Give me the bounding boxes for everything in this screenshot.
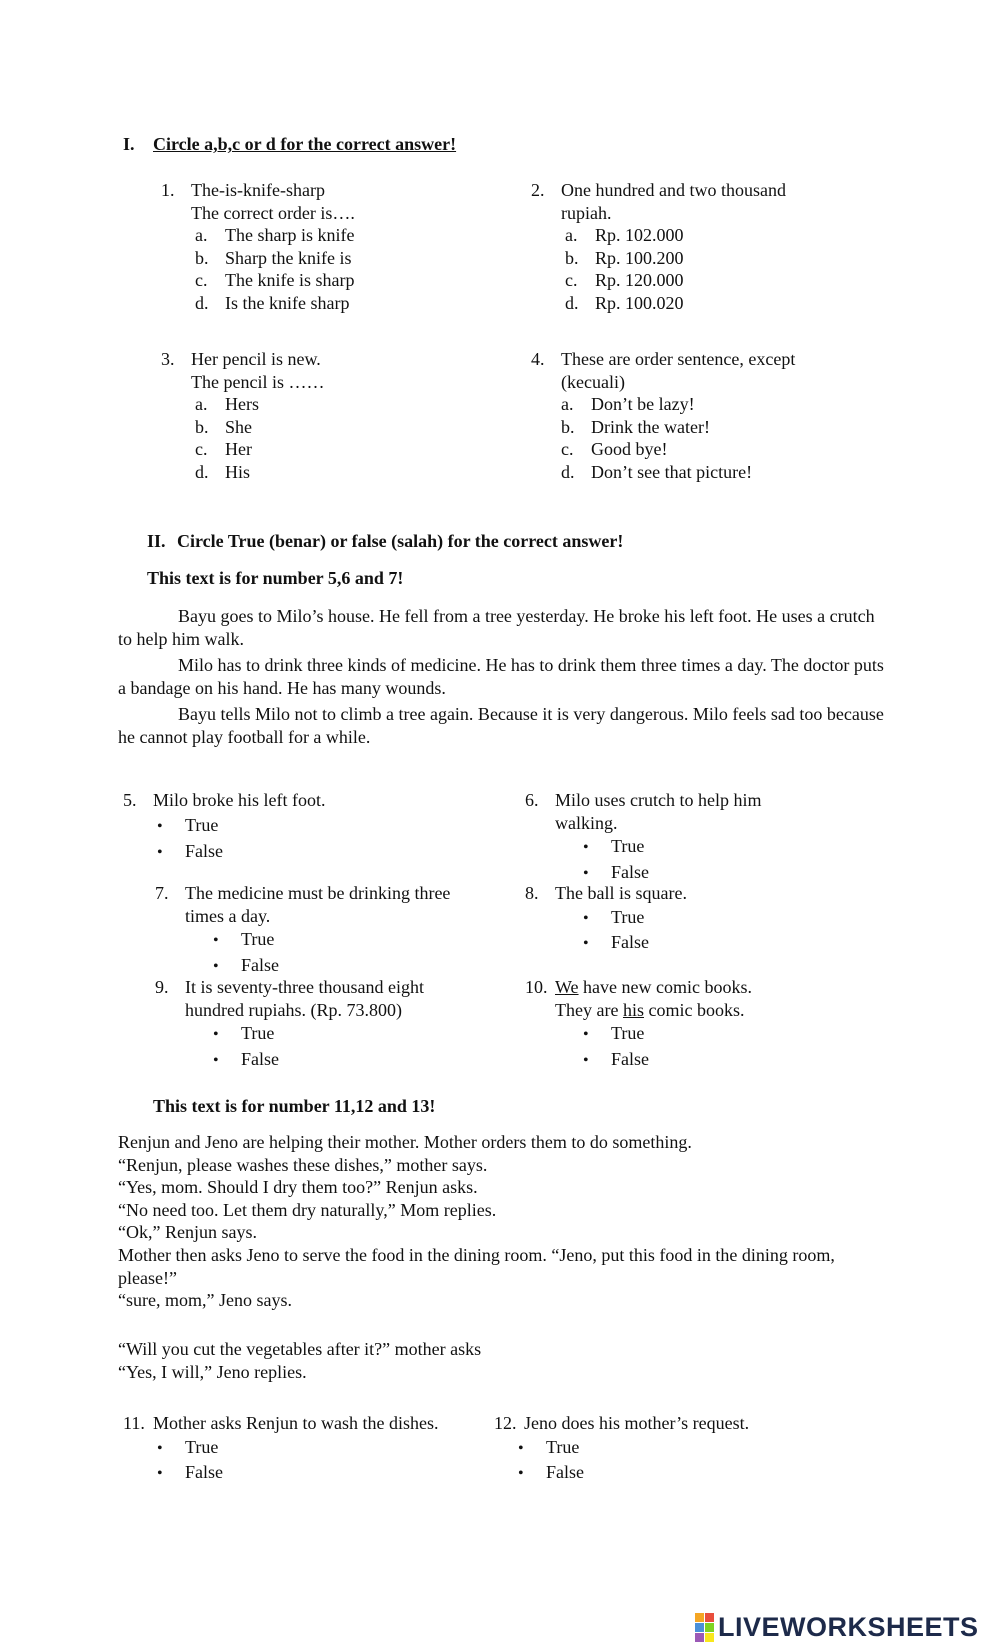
question-text: comic books. (643, 999, 745, 1020)
option-a[interactable]: a. Don’t be lazy! (561, 394, 695, 415)
question-text: The pencil is …… (191, 371, 325, 392)
question-number: 9. (155, 977, 169, 997)
question-text: These are order sentence, except (561, 349, 796, 369)
option-false[interactable]: • False (518, 1462, 584, 1483)
question-text: times a day. (185, 905, 271, 926)
question-5 (123, 789, 325, 865)
question-number: 2. (531, 180, 545, 200)
logo-block (695, 1613, 704, 1622)
section-1-number: I. (123, 134, 135, 154)
text-2-line: “Ok,” Renjun says. (118, 1222, 257, 1243)
question-6 (525, 789, 761, 885)
option-d[interactable]: d. Don’t see that picture! (561, 461, 753, 482)
question-text: One hundred and two thousand (561, 180, 786, 200)
text-1-heading: This text is for number 5,6 and 7! (147, 568, 404, 588)
question-text: hundred rupiahs. (Rp. 73.800) (185, 999, 402, 1020)
question-text: They are (555, 999, 623, 1020)
question-8 (525, 882, 687, 956)
question-number: 5. (123, 790, 137, 810)
option-a[interactable]: a. Rp. 102.000 (565, 225, 684, 246)
option-false[interactable]: • False (583, 861, 649, 882)
text-2-body (118, 1131, 888, 1312)
option-true[interactable]: • True (518, 1436, 580, 1457)
option-true[interactable]: • True (157, 1436, 219, 1457)
question-12 (494, 1412, 749, 1486)
option-c[interactable]: c. Her (195, 439, 252, 460)
section-1-instruction: Circle a,b,c or d for the correct answer! (153, 134, 457, 154)
text-2-line: “Will you cut the vegetables after it?” mother asks (118, 1339, 482, 1359)
question-number: 4. (531, 349, 545, 369)
option-c[interactable]: c. Rp. 120.000 (565, 270, 684, 291)
underlined-word: We (555, 977, 579, 997)
logo-text: LIVEWORKSHEETS (718, 1611, 979, 1642)
question-number: 3. (161, 349, 175, 369)
text-1-paragraph: Bayu goes to Milo’s house. He fell from a tree yesterday. He broke his left foot. He uses a crutch to help him walk. (118, 606, 875, 649)
section-2-number: II. (147, 531, 166, 551)
question-text: The medicine must be drinking three (185, 883, 451, 903)
text-2-line: “No need too. Let them dry naturally,” Mom replies. (118, 1199, 497, 1220)
section-2-instruction: Circle True (benar) or false (salah) for the correct answer! (177, 531, 624, 551)
question-number: 10. (525, 977, 548, 997)
text-2-line: “Yes, I will,” Jeno replies. (118, 1361, 307, 1382)
option-c[interactable]: c. The knife is sharp (195, 270, 355, 291)
text-1-paragraph: Milo has to drink three kinds of medicine. He has to drink them three times a day. The doctor puts a bandage on his hand. He has many wounds. (118, 655, 884, 698)
question-9 (155, 976, 424, 1072)
option-c[interactable]: c. Good bye! (561, 439, 668, 460)
option-false[interactable]: • False (213, 1048, 279, 1069)
text-2-line: Mother then asks Jeno to serve the food in the dining room. “Jeno, put this food in the dining room, please!” (118, 1244, 835, 1288)
question-11 (123, 1412, 438, 1486)
option-true[interactable]: • True (157, 814, 219, 835)
question-text: Her pencil is new. (191, 349, 321, 369)
question-number: 6. (525, 790, 539, 810)
option-true[interactable]: • True (583, 1023, 645, 1044)
option-d[interactable]: d. Rp. 100.020 (565, 292, 684, 313)
question-text: rupiah. (561, 202, 612, 223)
option-true[interactable]: • True (583, 836, 645, 857)
liveworksheets-logo (695, 1612, 979, 1642)
question-10 (525, 976, 752, 1072)
question-text: It is seventy-three thousand eight (185, 977, 424, 997)
question-text: The-is-knife-sharp (191, 180, 325, 200)
logo-block (705, 1613, 714, 1622)
logo-block (695, 1623, 704, 1632)
question-1 (161, 179, 355, 315)
question-text: Milo broke his left foot. (153, 790, 326, 810)
question-7 (155, 882, 450, 978)
text-2-line: “sure, mom,” Jeno says. (118, 1290, 292, 1311)
option-b[interactable]: b. Rp. 100.200 (565, 247, 684, 268)
question-text: The correct order is…. (191, 202, 355, 223)
question-3 (161, 348, 324, 484)
option-false[interactable]: • False (213, 954, 279, 975)
question-number: 8. (525, 883, 539, 903)
option-b[interactable]: b. Sharp the knife is (195, 247, 352, 268)
text-2-body-b (118, 1338, 888, 1383)
question-text: Milo uses crutch to help him (555, 790, 762, 810)
text-2-line: “Renjun, please washes these dishes,” mother says. (118, 1154, 488, 1175)
text-2-line: Renjun and Jeno are helping their mother. Mother orders them to do something. (118, 1132, 692, 1152)
logo-block (705, 1633, 714, 1642)
option-d[interactable]: d. His (195, 461, 251, 482)
option-false[interactable]: • False (583, 932, 649, 953)
question-2 (531, 179, 786, 315)
option-true[interactable]: • True (583, 906, 645, 927)
option-true[interactable]: • True (213, 929, 275, 950)
question-number: 12. (494, 1413, 517, 1433)
option-true[interactable]: • True (213, 1023, 275, 1044)
question-text: Mother asks Renjun to wash the dishes. (153, 1413, 439, 1433)
option-false[interactable]: • False (583, 1048, 649, 1069)
option-a[interactable]: a. Hers (195, 394, 259, 415)
question-number: 7. (155, 883, 169, 903)
option-false[interactable]: • False (157, 1462, 223, 1483)
question-text: walking. (555, 812, 618, 833)
text-2-line: “Yes, mom. Should I dry them too?” Renjun asks. (118, 1177, 478, 1198)
logo-blocks-icon (695, 1613, 714, 1642)
option-a[interactable]: a. The sharp is knife (195, 225, 355, 246)
question-text: have new comic books. (578, 977, 752, 997)
logo-block (695, 1633, 704, 1642)
option-b[interactable]: b. Drink the water! (561, 416, 710, 437)
option-false[interactable]: • False (157, 841, 223, 862)
question-4 (531, 348, 795, 484)
logo-block (705, 1623, 714, 1632)
question-text: Jeno does his mother’s request. (524, 1413, 750, 1433)
option-b[interactable]: b. She (195, 416, 252, 437)
question-number: 11. (123, 1413, 145, 1433)
question-text: The ball is square. (555, 883, 687, 903)
underlined-word: his (622, 999, 644, 1020)
question-number: 1. (161, 180, 175, 200)
option-d[interactable]: d. Is the knife sharp (195, 292, 350, 313)
text-1-paragraph: Bayu tells Milo not to climb a tree again. Because it is very dangerous. Milo feels sad too because he cannot play football for a while. (118, 704, 884, 747)
question-text: (kecuali) (561, 371, 625, 392)
text-2-heading: This text is for number 11,12 and 13! (153, 1096, 436, 1116)
